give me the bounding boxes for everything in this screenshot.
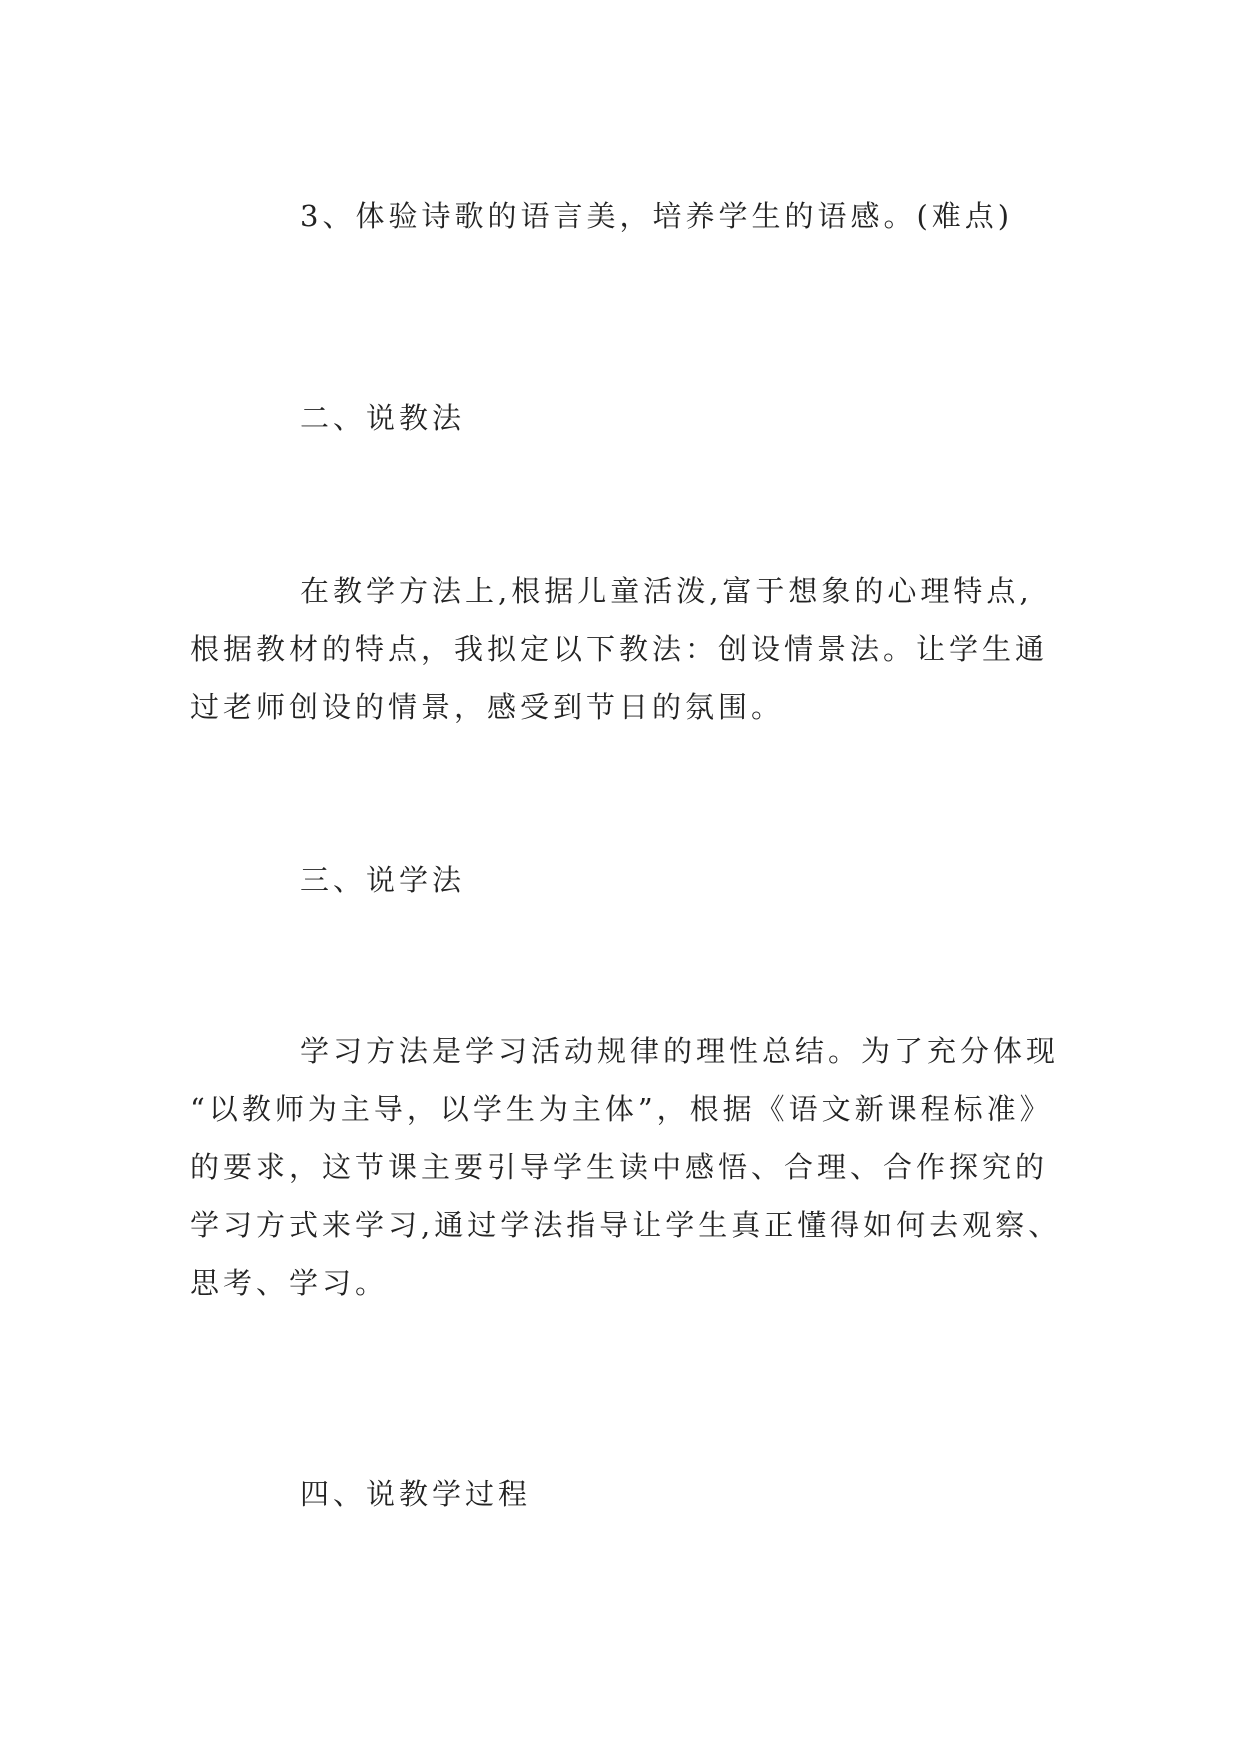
paragraph-line: 在教学方法上,根据儿童活泼,富于想象的心理特点,: [300, 574, 1033, 608]
objective-item-3: 3、体验诗歌的语言美，培养学生的语感。(难点): [300, 199, 1014, 233]
paragraph-line: 过老师创设的情景，感受到节日的氛围。: [190, 690, 785, 724]
section-heading-teaching-method: 二、说教法: [300, 401, 466, 435]
section-heading-teaching-process: 四、说教学过程: [300, 1477, 532, 1511]
paragraph-teaching-method: [190, 562, 1060, 736]
paragraph-learning-method: [190, 1022, 1060, 1312]
paragraph-line: 根据教材的特点，我拟定以下教法：创设情景法。让学生通: [190, 632, 1049, 666]
paragraph-line: 思考、学习。: [190, 1266, 389, 1300]
paragraph-line: 的要求，这节课主要引导学生读中感悟、合理、合作探究的: [190, 1150, 1049, 1184]
paragraph-line: “以教师为主导，以学生为主体”，根据《语文新课程标准》: [190, 1092, 1053, 1126]
paragraph-line: 学习方法是学习活动规律的理性总结。为了充分体现: [300, 1034, 1060, 1068]
paragraph-line: 学习方式来学习,通过学法指导让学生真正懂得如何去观察、: [190, 1208, 1062, 1242]
section-heading-learning-method: 三、说学法: [300, 863, 466, 897]
